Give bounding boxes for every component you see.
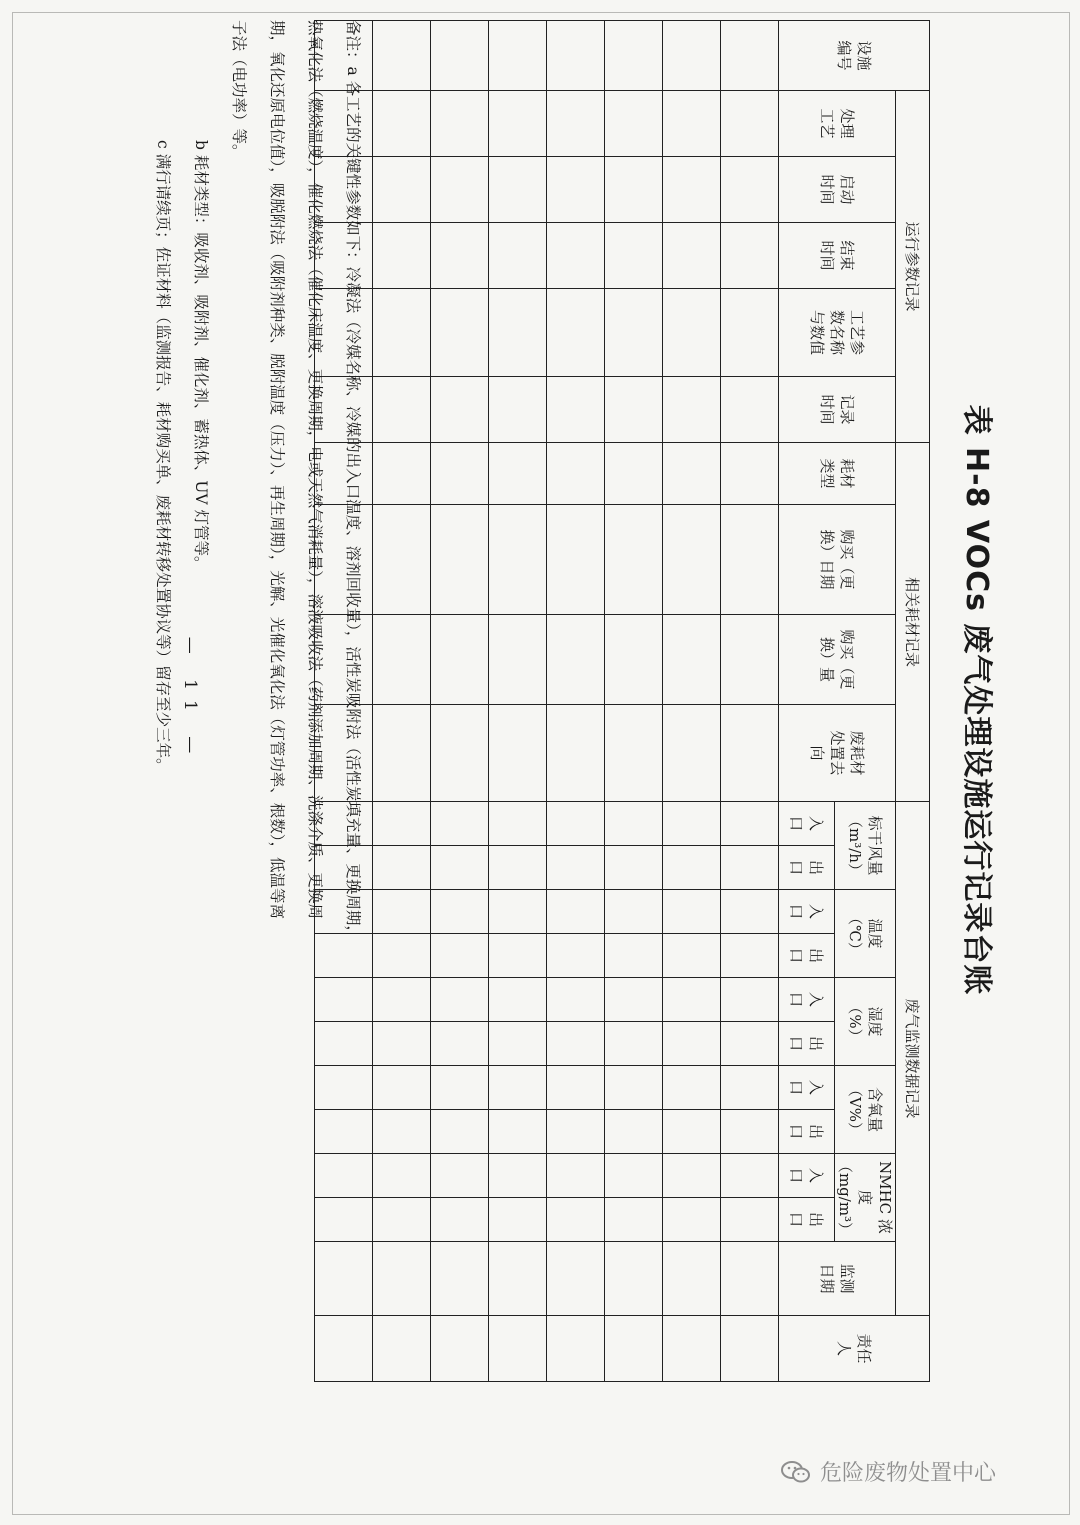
- table-cell[interactable]: [431, 1110, 489, 1154]
- note-line: c 满行请续页；佐证材料（监测报告、耗材购买单、废耗材转移处置协议等）留存至少三年。: [154, 140, 172, 774]
- header-group-operation: 运行参数记录: [896, 91, 930, 443]
- table-cell[interactable]: [547, 223, 605, 289]
- table-cell[interactable]: [373, 802, 431, 846]
- table-cell[interactable]: [721, 443, 779, 505]
- table-cell[interactable]: [721, 978, 779, 1022]
- table-cell[interactable]: [663, 223, 721, 289]
- note-line: b 耗材类型：吸收剂、吸附剂、催化剂、蓄热体、UV 灯管等。: [192, 140, 210, 572]
- table-cell[interactable]: [431, 1198, 489, 1242]
- table-cell[interactable]: [547, 705, 605, 802]
- header-process: 处理 工艺: [779, 91, 896, 157]
- table-row: [721, 21, 779, 1382]
- table-cell[interactable]: [721, 91, 779, 157]
- table-row: [605, 21, 663, 1382]
- header-group-monitoring: 废气监测数据记录: [896, 802, 930, 1316]
- table-cell[interactable]: [605, 978, 663, 1022]
- table-cell[interactable]: [663, 289, 721, 377]
- table-cell[interactable]: [489, 934, 547, 978]
- table-cell[interactable]: [547, 1066, 605, 1110]
- table-cell[interactable]: [721, 157, 779, 223]
- table-cell[interactable]: [431, 802, 489, 846]
- table-row: [663, 21, 721, 1382]
- table-cell[interactable]: [663, 157, 721, 223]
- header-start-time: 启动 时间: [779, 157, 896, 223]
- table-cell[interactable]: [489, 1154, 547, 1198]
- header-purchase-date: 购买（更 换）日期: [779, 505, 896, 615]
- table-cell[interactable]: [663, 443, 721, 505]
- table-cell[interactable]: [663, 1154, 721, 1198]
- table-cell[interactable]: [547, 91, 605, 157]
- table-cell[interactable]: [373, 1022, 431, 1066]
- table-cell[interactable]: [373, 846, 431, 890]
- table-cell[interactable]: [547, 615, 605, 705]
- table-cell[interactable]: [721, 802, 779, 846]
- table-cell[interactable]: [431, 21, 489, 91]
- table-cell[interactable]: [547, 1110, 605, 1154]
- table-cell[interactable]: [605, 505, 663, 615]
- table-cell[interactable]: [547, 802, 605, 846]
- table-cell[interactable]: [373, 890, 431, 934]
- table-cell[interactable]: [431, 846, 489, 890]
- header-inlet: 入 口: [779, 978, 835, 1022]
- table-cell[interactable]: [373, 443, 431, 505]
- table-cell[interactable]: [373, 21, 431, 91]
- table-cell[interactable]: [373, 91, 431, 157]
- table-cell[interactable]: [489, 1198, 547, 1242]
- table-cell[interactable]: [489, 1110, 547, 1154]
- table-cell[interactable]: [373, 705, 431, 802]
- table-cell[interactable]: [721, 1066, 779, 1110]
- table-cell[interactable]: [431, 91, 489, 157]
- header-inlet: 入 口: [779, 1154, 835, 1198]
- table-cell[interactable]: [721, 1022, 779, 1066]
- header-outlet: 出 口: [779, 1022, 835, 1066]
- table-cell[interactable]: [605, 1022, 663, 1066]
- table-cell[interactable]: [489, 289, 547, 377]
- table-cell[interactable]: [373, 1154, 431, 1198]
- table-cell[interactable]: [721, 1242, 779, 1316]
- table-cell[interactable]: [605, 802, 663, 846]
- table-cell[interactable]: [605, 890, 663, 934]
- table-cell[interactable]: [489, 1242, 547, 1316]
- table-cell[interactable]: [489, 157, 547, 223]
- table-cell[interactable]: [431, 1242, 489, 1316]
- table-cell[interactable]: [373, 934, 431, 978]
- page-title: 表 H-8 VOCs 废气处理设施运行记录台账: [959, 404, 994, 996]
- table-cell[interactable]: [605, 1316, 663, 1382]
- table-cell[interactable]: [663, 802, 721, 846]
- table-cell[interactable]: [373, 289, 431, 377]
- table-cell[interactable]: [489, 705, 547, 802]
- header-oxygen: 含氧量 （V%）: [835, 1066, 896, 1154]
- note-line: 期，氧化还原电位值），吸脱附法（吸附剂种类、脱附温度（压力）、再生周期），光解、光催化氧化法（灯管功率、根数），低温等离: [268, 20, 286, 920]
- table-cell[interactable]: [663, 1316, 721, 1382]
- table-cell[interactable]: [489, 443, 547, 505]
- table-cell[interactable]: [605, 1154, 663, 1198]
- table-cell[interactable]: [605, 846, 663, 890]
- table-cell[interactable]: [605, 1198, 663, 1242]
- table-cell[interactable]: [663, 21, 721, 91]
- table-cell[interactable]: [547, 846, 605, 890]
- table-cell[interactable]: [721, 289, 779, 377]
- table-cell[interactable]: [373, 1110, 431, 1154]
- table-cell[interactable]: [605, 157, 663, 223]
- table-cell[interactable]: [489, 91, 547, 157]
- table-cell[interactable]: [431, 615, 489, 705]
- table-cell[interactable]: [373, 505, 431, 615]
- table-cell[interactable]: [605, 705, 663, 802]
- header-record-time: 记录 时间: [779, 377, 896, 443]
- header-temperature: 温度 （℃）: [835, 890, 896, 978]
- table-cell[interactable]: [489, 846, 547, 890]
- table-cell[interactable]: [663, 377, 721, 443]
- table-cell[interactable]: [663, 505, 721, 615]
- table-cell[interactable]: [547, 289, 605, 377]
- table-cell[interactable]: [663, 846, 721, 890]
- table-cell[interactable]: [431, 890, 489, 934]
- table-cell[interactable]: [721, 223, 779, 289]
- table-cell[interactable]: [663, 91, 721, 157]
- header-nmhc: NMHC 浓度 （mg/m³）: [835, 1154, 896, 1242]
- table-row: [547, 21, 605, 1382]
- header-humidity: 湿度 （%）: [835, 978, 896, 1066]
- table-cell[interactable]: [547, 1316, 605, 1382]
- table-cell[interactable]: [431, 1066, 489, 1110]
- rotated-page: [150, 0, 1080, 1400]
- table-cell[interactable]: [605, 21, 663, 91]
- page-number: — 11 —: [180, 636, 200, 764]
- table-cell[interactable]: [489, 802, 547, 846]
- header-end-time: 结束 时间: [779, 223, 896, 289]
- table-cell[interactable]: [373, 1198, 431, 1242]
- header-inlet: 入 口: [779, 802, 835, 846]
- table-row: [373, 21, 431, 1382]
- table-cell[interactable]: [547, 505, 605, 615]
- header-disposal: 废耗材 处置去 向: [779, 705, 896, 802]
- table-cell[interactable]: [663, 890, 721, 934]
- table-cell[interactable]: [373, 223, 431, 289]
- table-cell[interactable]: [431, 705, 489, 802]
- table-cell[interactable]: [605, 1110, 663, 1154]
- table-cell[interactable]: [373, 615, 431, 705]
- table-cell[interactable]: [663, 978, 721, 1022]
- table-cell[interactable]: [547, 1154, 605, 1198]
- table-cell[interactable]: [547, 21, 605, 91]
- table-cell[interactable]: [663, 1198, 721, 1242]
- table-cell[interactable]: [721, 1198, 779, 1242]
- table-cell[interactable]: [605, 91, 663, 157]
- table-row: [431, 21, 489, 1382]
- table-cell[interactable]: [489, 505, 547, 615]
- table-cell[interactable]: [489, 377, 547, 443]
- table-cell[interactable]: [547, 157, 605, 223]
- header-outlet: 出 口: [779, 1198, 835, 1242]
- note-line: 子法（电功率）等。: [230, 20, 248, 160]
- table-cell[interactable]: [431, 1154, 489, 1198]
- table-cell[interactable]: [721, 890, 779, 934]
- table-cell[interactable]: [605, 377, 663, 443]
- table-cell[interactable]: [547, 1242, 605, 1316]
- table-cell[interactable]: [373, 1066, 431, 1110]
- table-cell[interactable]: [663, 1066, 721, 1110]
- watermark-text: 危险废物处置中心: [820, 1461, 997, 1486]
- table-cell[interactable]: [489, 223, 547, 289]
- watermark: [780, 1456, 996, 1487]
- header-flow: 标干风量 （m³/h）: [835, 802, 896, 890]
- note-line: 热氧化法（燃烧温度），催化燃烧法（催化床温度、更换周期，电或天然气消耗量），溶液吸收法（药剂添加周期、洗涤介质、更换周: [306, 20, 324, 920]
- header-outlet: 出 口: [779, 934, 835, 978]
- header-inlet: 入 口: [779, 1066, 835, 1110]
- header-params: 工艺参 数名称 与数值: [779, 289, 896, 377]
- table-cell[interactable]: [663, 1110, 721, 1154]
- table-cell[interactable]: [605, 1242, 663, 1316]
- table-cell[interactable]: [721, 21, 779, 91]
- table-cell[interactable]: [721, 934, 779, 978]
- table-cell[interactable]: [431, 1022, 489, 1066]
- table-cell[interactable]: [721, 377, 779, 443]
- table-cell[interactable]: [721, 705, 779, 802]
- table-cell[interactable]: [489, 1066, 547, 1110]
- table-cell[interactable]: [431, 223, 489, 289]
- header-outlet: 出 口: [779, 1110, 835, 1154]
- table-cell[interactable]: [373, 1316, 431, 1382]
- table-cell[interactable]: [663, 615, 721, 705]
- wechat-icon: [780, 1460, 812, 1484]
- table-cell[interactable]: [547, 1198, 605, 1242]
- table-cell[interactable]: [721, 1316, 779, 1382]
- note-line: 备注：a 各工艺的关键性参数如下：冷凝法（冷媒名称、冷媒的出入口温度、溶剂回收量），活性炭吸附法（活性炭填充量、更换周期，: [344, 20, 362, 941]
- table-cell[interactable]: [489, 1316, 547, 1382]
- table-cell[interactable]: [489, 21, 547, 91]
- table-cell[interactable]: [431, 377, 489, 443]
- table-cell[interactable]: [605, 615, 663, 705]
- table-cell[interactable]: [431, 978, 489, 1022]
- table-cell[interactable]: [373, 157, 431, 223]
- table-cell[interactable]: [605, 934, 663, 978]
- table-cell[interactable]: [547, 978, 605, 1022]
- table-cell[interactable]: [721, 1154, 779, 1198]
- table-cell[interactable]: [721, 846, 779, 890]
- table-cell[interactable]: [663, 705, 721, 802]
- header-group-consumables: 相关耗材记录: [896, 443, 930, 802]
- header-responsible: 责任 人: [779, 1316, 930, 1382]
- table-cell[interactable]: [547, 934, 605, 978]
- table-cell[interactable]: [605, 443, 663, 505]
- ledger-table: [314, 20, 930, 1382]
- table-cell[interactable]: [431, 505, 489, 615]
- table-cell[interactable]: [547, 377, 605, 443]
- header-material-type: 耗材 类型: [779, 443, 896, 505]
- table-cell[interactable]: [489, 615, 547, 705]
- table-cell[interactable]: [431, 1316, 489, 1382]
- table-cell[interactable]: [431, 157, 489, 223]
- table-cell[interactable]: [431, 443, 489, 505]
- table-cell[interactable]: [547, 443, 605, 505]
- header-monitor-date: 监测 日期: [779, 1242, 896, 1316]
- table-cell[interactable]: [663, 1242, 721, 1316]
- table-cell[interactable]: [721, 615, 779, 705]
- table-cell[interactable]: [721, 505, 779, 615]
- table-cell[interactable]: [663, 1022, 721, 1066]
- table-cell[interactable]: [373, 377, 431, 443]
- table-cell[interactable]: [547, 890, 605, 934]
- header-facility-no: 设施 编号: [779, 21, 930, 91]
- header-purchase-qty: 购买（更 换）量: [779, 615, 896, 705]
- notes-block: [144, 20, 372, 1400]
- table-cell[interactable]: [489, 978, 547, 1022]
- table-cell[interactable]: [431, 289, 489, 377]
- table-cell[interactable]: [605, 289, 663, 377]
- table-cell[interactable]: [373, 1242, 431, 1316]
- table-cell[interactable]: [431, 934, 489, 978]
- table-cell[interactable]: [663, 934, 721, 978]
- table-cell[interactable]: [547, 1022, 605, 1066]
- table-cell[interactable]: [489, 1022, 547, 1066]
- table-row: [489, 21, 547, 1382]
- table-cell[interactable]: [605, 1066, 663, 1110]
- table-cell[interactable]: [489, 890, 547, 934]
- table-cell[interactable]: [721, 1110, 779, 1154]
- header-inlet: 入 口: [779, 890, 835, 934]
- table-cell[interactable]: [605, 223, 663, 289]
- header-outlet: 出 口: [779, 846, 835, 890]
- table-cell[interactable]: [373, 978, 431, 1022]
